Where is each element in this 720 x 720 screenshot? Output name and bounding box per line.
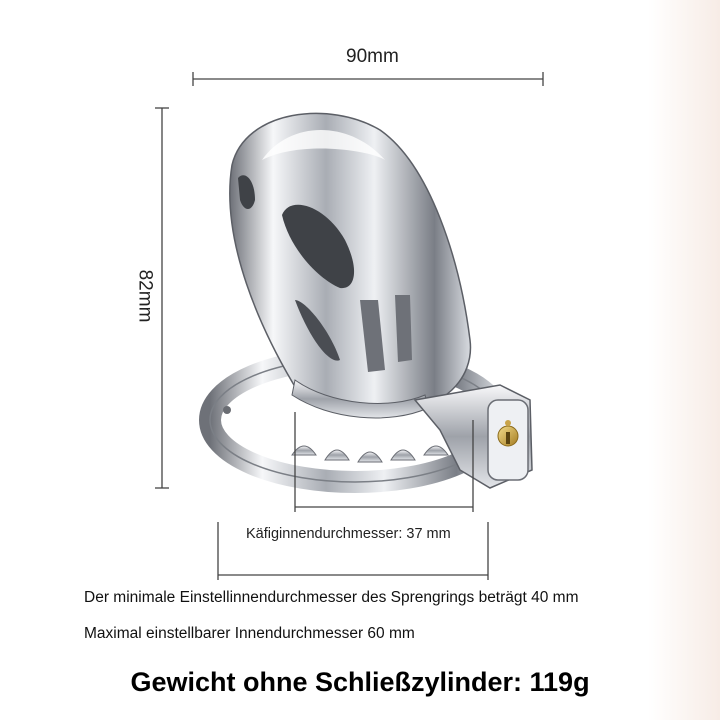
height-dimension-line xyxy=(155,108,169,488)
width-dimension-line xyxy=(193,72,543,86)
min-ring-note: Der minimale Einstellinnendurchmesser des Sprengrings beträgt 40 mm xyxy=(84,589,579,606)
weight-caption: Gewicht ohne Schließzylinder: 119g xyxy=(130,667,590,697)
inner-diameter-label: Käfiginnendurchmesser: 37 mm xyxy=(246,526,451,542)
height-label: 82mm xyxy=(134,269,156,323)
width-label: 90mm xyxy=(346,46,399,67)
max-ring-note: Maximal einstellbarer Innendurchmesser 60 mm xyxy=(84,625,415,642)
